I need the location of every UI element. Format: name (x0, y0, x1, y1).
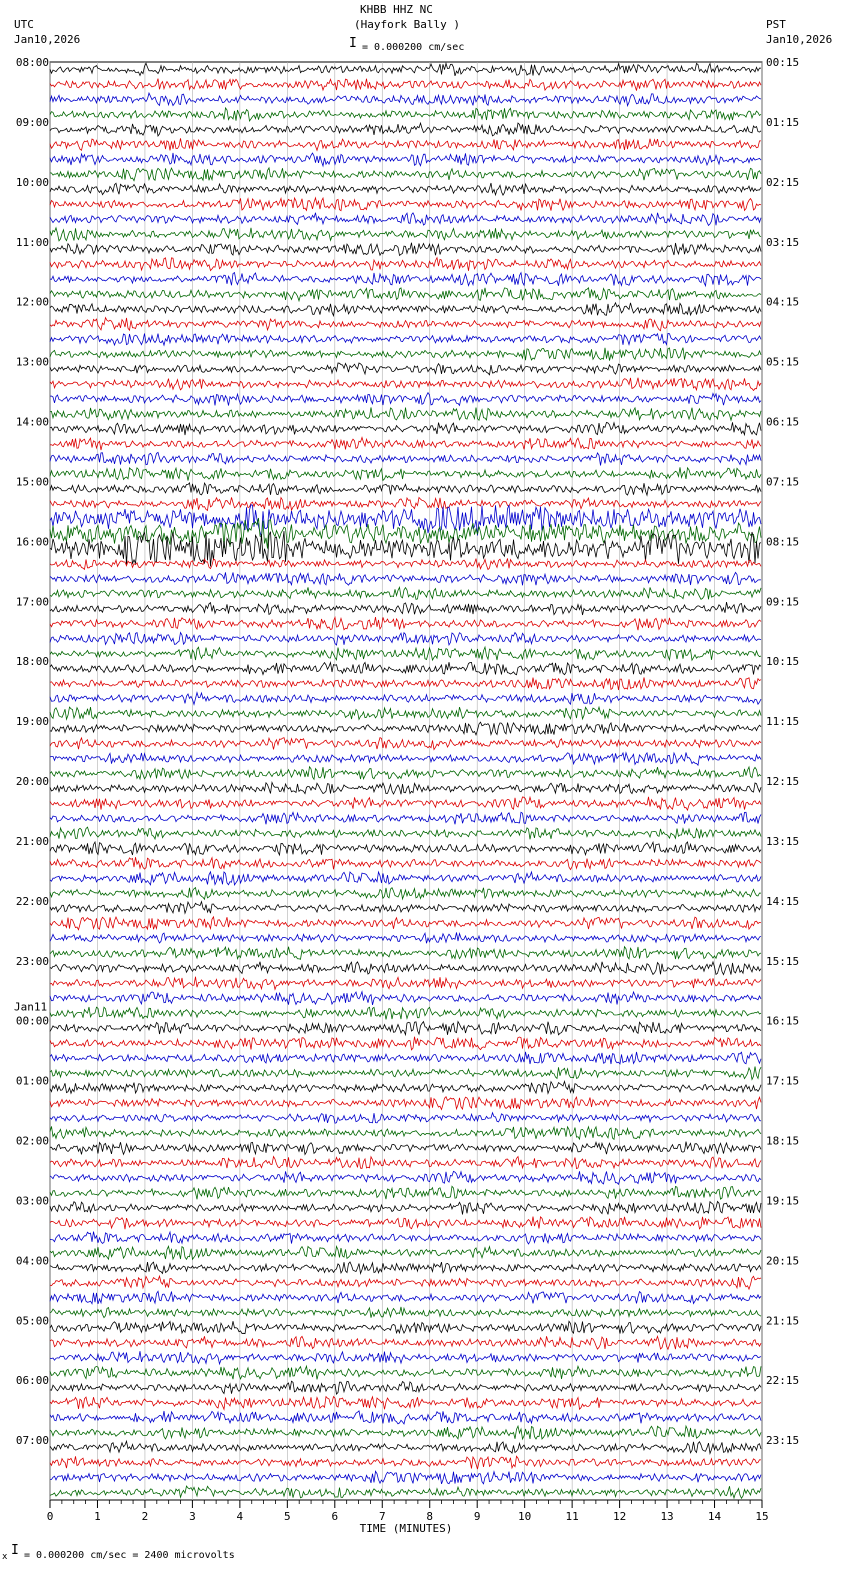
seismic-trace-52 (50, 842, 761, 855)
utc-hour-label: 07:00 (15, 1434, 49, 1448)
seismic-trace-54 (50, 872, 761, 885)
seismic-trace-44 (50, 722, 761, 735)
seismic-trace-37 (50, 617, 761, 630)
seismic-trace-42 (50, 693, 761, 705)
utc-hour-label: 13:00 (15, 355, 49, 369)
utc-hour-label: 02:00 (15, 1134, 49, 1148)
seismic-trace-5 (50, 138, 761, 150)
seismic-trace-76 (50, 1202, 761, 1215)
seismic-trace-48 (50, 783, 761, 795)
seismic-trace-40 (50, 662, 761, 675)
pst-hour-label: 02:15 (766, 175, 800, 189)
seismic-trace-67 (50, 1067, 761, 1080)
seismic-trace-4 (50, 123, 761, 136)
seismic-trace-20 (50, 363, 761, 375)
utc-hour-label: 11:00 (15, 235, 49, 249)
pst-hour-label: 13:15 (766, 834, 800, 848)
footer-scale-note: = 0.000200 cm/sec = 2400 microvolts (24, 1550, 235, 1561)
seismic-trace-79 (50, 1246, 761, 1259)
seismic-trace-47 (50, 767, 761, 780)
seismic-trace-59 (50, 947, 761, 960)
pst-hour-label: 22:15 (766, 1374, 800, 1388)
seismic-trace-35 (50, 587, 761, 599)
seismic-trace-61 (50, 977, 761, 990)
seismic-trace-56 (50, 902, 761, 914)
seismic-trace-92 (50, 1441, 761, 1453)
seismic-trace-43 (50, 707, 761, 719)
utc-hour-label: 19:00 (15, 715, 49, 729)
left-date: Jan10,2026 (14, 33, 81, 46)
x-tick-label: 1 (94, 1510, 101, 1523)
seismic-trace-38 (50, 633, 761, 646)
utc-hour-label: 00:00 (15, 1014, 49, 1028)
date-change-label: Jan11 (14, 1000, 48, 1014)
seismic-trace-41 (50, 678, 761, 691)
seismic-trace-53 (50, 857, 761, 869)
seismic-trace-58 (50, 933, 761, 944)
seismic-trace-0 (50, 63, 761, 76)
right-date: Jan10,2026 (766, 33, 833, 46)
utc-hour-label: 10:00 (15, 175, 49, 189)
pst-hour-label: 19:15 (766, 1194, 800, 1208)
seismic-trace-16 (50, 303, 761, 316)
site-title: (Hayfork Bally ) (354, 18, 460, 31)
seismic-trace-93 (50, 1456, 761, 1469)
seismic-trace-17 (50, 318, 761, 331)
pst-hour-label: 04:15 (766, 295, 800, 309)
x-tick-label: 15 (755, 1510, 769, 1523)
seismic-trace-26 (50, 452, 761, 465)
pst-hour-label: 20:15 (766, 1254, 800, 1268)
seismic-trace-11 (50, 228, 761, 241)
seismic-trace-55 (50, 888, 761, 900)
seismic-trace-63 (50, 1007, 761, 1019)
x-tick-label: 3 (189, 1510, 196, 1523)
seismic-trace-74 (50, 1171, 761, 1184)
seismic-trace-86 (50, 1351, 761, 1364)
x-tick-label: 13 (660, 1510, 674, 1523)
utc-hour-label: 22:00 (15, 894, 49, 908)
right-timezone: PST (766, 18, 786, 31)
seismic-trace-94 (50, 1471, 761, 1484)
seismic-trace-78 (50, 1232, 761, 1244)
pst-hour-label: 03:15 (766, 235, 800, 249)
utc-hour-label: 05:00 (15, 1314, 49, 1328)
seismic-trace-22 (50, 393, 761, 406)
x-tick-label: 4 (236, 1510, 244, 1523)
seismic-trace-1 (50, 79, 761, 91)
seismic-trace-87 (50, 1366, 761, 1379)
seismic-trace-72 (50, 1142, 761, 1155)
utc-hour-label: 15:00 (15, 475, 49, 489)
seismic-trace-13 (50, 258, 761, 271)
seismic-trace-81 (50, 1276, 761, 1289)
utc-hour-label: 04:00 (15, 1254, 49, 1268)
utc-hour-label: 03:00 (15, 1194, 49, 1208)
utc-hour-label: 16:00 (15, 535, 49, 549)
seismic-trace-49 (50, 797, 761, 810)
utc-hour-label: 12:00 (15, 295, 49, 309)
pst-hour-label: 09:15 (766, 595, 800, 609)
seismic-trace-82 (50, 1291, 761, 1304)
left-timezone: UTC (14, 18, 34, 31)
pst-hour-label: 21:15 (766, 1314, 800, 1328)
seismic-trace-91 (50, 1426, 761, 1439)
seismic-trace-89 (50, 1397, 761, 1410)
utc-hour-label: 21:00 (15, 834, 49, 848)
seismic-trace-6 (50, 153, 761, 166)
seismic-trace-71 (50, 1126, 761, 1139)
x-tick-label: 14 (707, 1510, 722, 1523)
pst-hour-label: 08:15 (766, 535, 800, 549)
x-tick-label: 12 (612, 1510, 627, 1523)
seismic-trace-10 (50, 213, 761, 226)
pst-hour-label: 11:15 (766, 715, 800, 729)
pst-hour-label: 18:15 (766, 1134, 800, 1148)
utc-hour-label: 14:00 (15, 415, 49, 429)
seismic-trace-12 (50, 243, 761, 256)
seismic-trace-3 (50, 108, 761, 121)
pst-hour-label: 16:15 (766, 1014, 800, 1028)
pst-hour-label: 15:15 (766, 954, 800, 968)
seismic-trace-23 (50, 407, 761, 420)
seismic-trace-66 (50, 1052, 761, 1064)
x-tick-label: 11 (565, 1510, 579, 1523)
seismic-trace-24 (50, 422, 761, 435)
pst-hour-label: 05:15 (766, 355, 800, 369)
x-tick-label: 8 (426, 1510, 434, 1523)
pst-hour-label: 14:15 (766, 894, 800, 908)
seismic-trace-31 (50, 518, 761, 549)
pst-hour-label: 00:15 (766, 56, 800, 69)
x-tick-label: 7 (378, 1510, 386, 1523)
seismic-trace-57 (50, 917, 761, 930)
seismic-trace-75 (50, 1186, 761, 1199)
seismic-trace-83 (50, 1307, 761, 1318)
pst-hour-label: 01:15 (766, 115, 800, 129)
utc-hour-label: 01:00 (15, 1074, 49, 1088)
seismic-trace-39 (50, 647, 761, 660)
seismic-trace-90 (50, 1411, 761, 1424)
seismic-trace-30 (50, 505, 761, 537)
seismic-trace-70 (50, 1113, 761, 1123)
pst-hour-label: 06:15 (766, 415, 800, 429)
seismic-trace-2 (50, 93, 761, 106)
seismic-trace-88 (50, 1381, 761, 1394)
scale-label: = 0.000200 cm/sec (362, 42, 465, 53)
x-tick-label: 0 (46, 1510, 54, 1523)
seismic-trace-77 (50, 1217, 761, 1230)
x-tick-label: 5 (284, 1510, 291, 1523)
seismic-trace-46 (50, 753, 761, 766)
seismic-trace-45 (50, 738, 761, 750)
x-tick-label: 10 (518, 1510, 532, 1523)
seismic-trace-36 (50, 602, 761, 615)
seismic-trace-7 (50, 168, 761, 181)
seismic-trace-73 (50, 1157, 761, 1169)
seismic-trace-64 (50, 1022, 761, 1035)
seismic-trace-9 (50, 198, 761, 211)
utc-hour-label: 08:00 (15, 56, 49, 69)
x-tick-label: 9 (473, 1510, 481, 1523)
footer-scale-bar-icon: I (11, 1543, 19, 1558)
pst-hour-label: 10:15 (766, 655, 800, 669)
seismic-trace-60 (50, 962, 761, 975)
x-axis-label: TIME (MINUTES) (359, 1522, 453, 1535)
utc-hour-label: 18:00 (15, 655, 49, 669)
pst-hour-label: 17:15 (766, 1074, 800, 1088)
seismic-trace-84 (50, 1321, 761, 1333)
seismic-trace-85 (50, 1336, 761, 1349)
scale-bar-icon: I (349, 36, 357, 51)
utc-hour-label: 17:00 (15, 595, 49, 609)
footer-marker: x (2, 1552, 8, 1562)
seismic-trace-51 (50, 827, 761, 839)
x-tick-label: 2 (141, 1510, 149, 1523)
seismic-trace-80 (50, 1262, 761, 1274)
x-tick-label: 6 (331, 1510, 339, 1523)
seismic-trace-25 (50, 438, 761, 451)
seismic-trace-8 (50, 183, 761, 195)
pst-hour-label: 07:15 (766, 475, 800, 489)
seismic-trace-18 (50, 334, 761, 346)
utc-hour-label: 23:00 (15, 954, 49, 968)
seismic-trace-14 (50, 273, 761, 286)
seismic-trace-29 (50, 497, 761, 510)
seismic-trace-62 (50, 992, 761, 1005)
pst-hour-label: 12:15 (766, 775, 800, 788)
seismic-trace-27 (50, 467, 761, 480)
seismic-trace-65 (50, 1037, 761, 1050)
seismic-trace-15 (50, 288, 761, 301)
utc-hour-label: 06:00 (15, 1374, 49, 1388)
seismic-trace-19 (50, 348, 761, 361)
seismic-trace-21 (50, 378, 761, 391)
seismic-trace-32 (50, 531, 761, 566)
seismic-trace-95 (50, 1486, 761, 1498)
pst-hour-label: 23:15 (766, 1434, 800, 1448)
seismic-trace-69 (50, 1097, 761, 1110)
seismic-trace-50 (50, 812, 761, 824)
seismic-trace-28 (50, 483, 761, 495)
utc-hour-label: 09:00 (15, 115, 49, 129)
seismic-trace-34 (50, 572, 761, 585)
utc-hour-label: 20:00 (15, 775, 49, 788)
seismic-trace-68 (50, 1081, 761, 1093)
station-title: KHBB HHZ NC (360, 3, 433, 16)
